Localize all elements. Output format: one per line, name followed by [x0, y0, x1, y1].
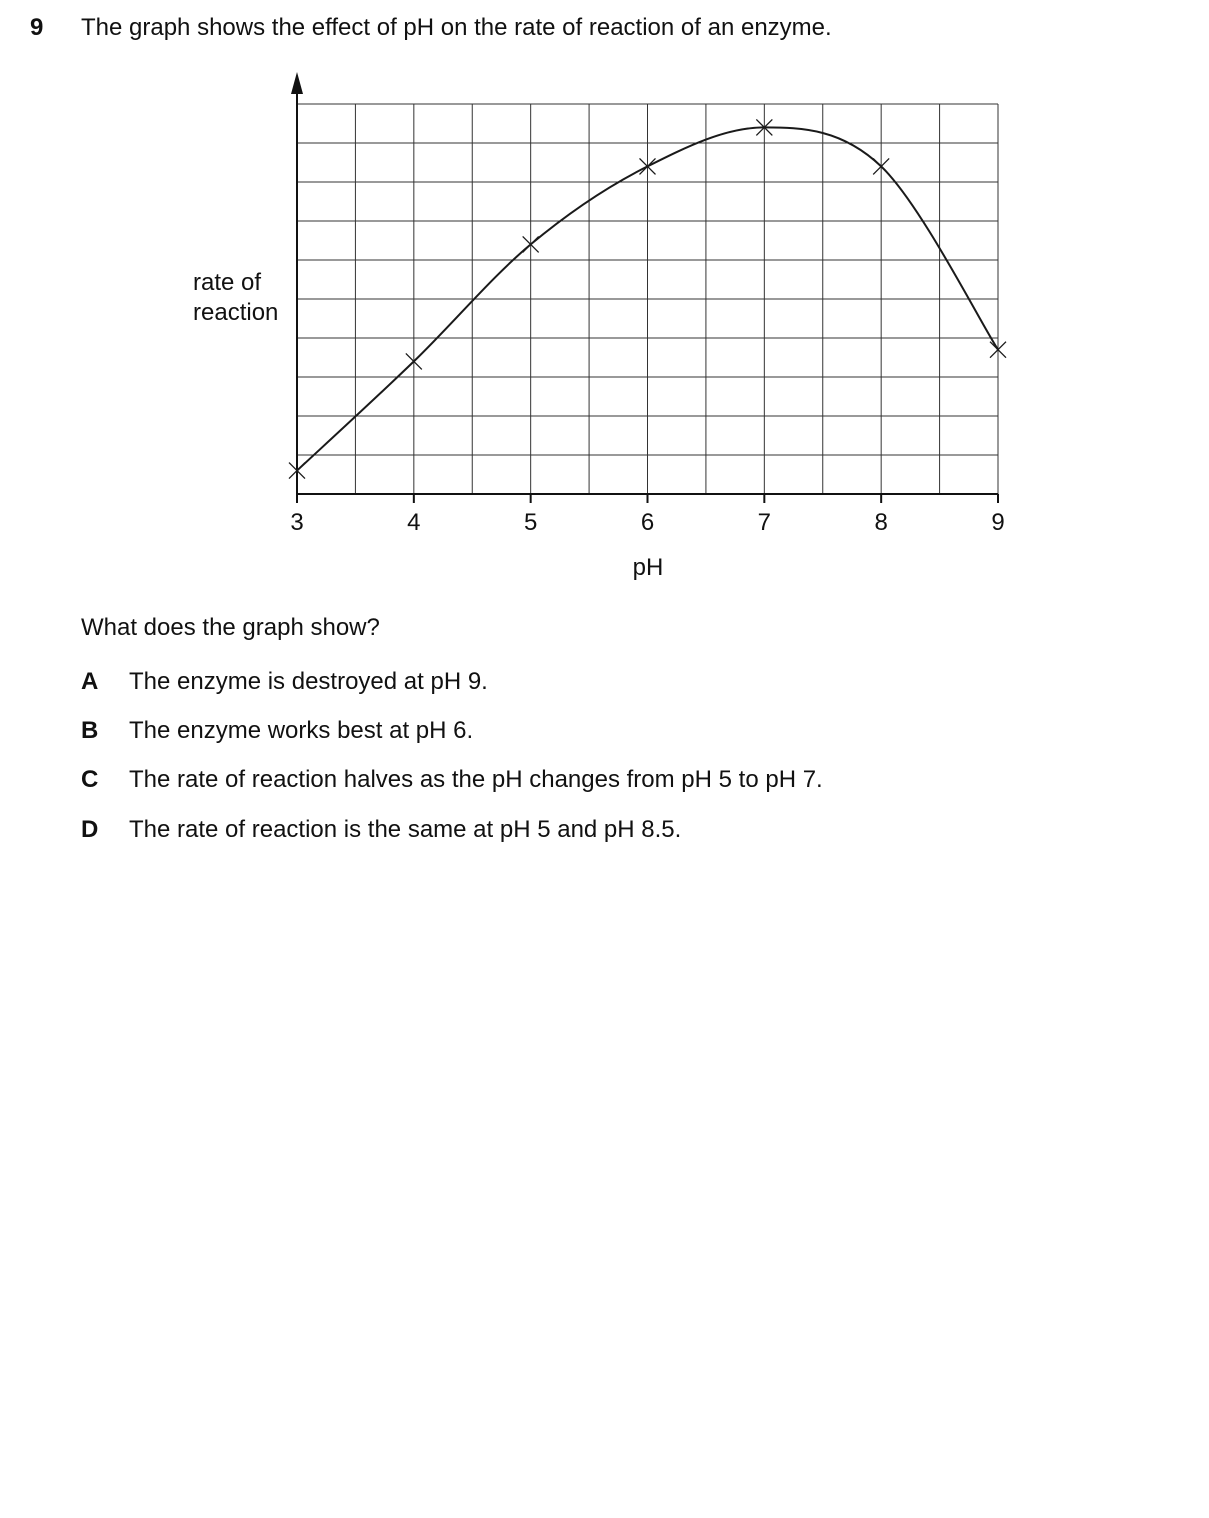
x-tick-label: 5 — [523, 509, 538, 536]
option-letter: B — [81, 717, 99, 744]
question-stem: The graph shows the effect of pH on the rate of reaction of an enzyme. — [81, 14, 832, 41]
option-d[interactable] — [81, 816, 681, 844]
x-axis-label: pH — [632, 554, 664, 581]
chart-axes — [291, 72, 998, 502]
x-tick-label: 4 — [407, 509, 421, 536]
y-axis-label-line-1: rate of — [193, 269, 262, 296]
option-b[interactable] — [81, 717, 473, 745]
option-text: The enzyme works best at pH 6. — [129, 717, 474, 744]
x-tick-label: 9 — [991, 509, 1005, 536]
option-a[interactable] — [81, 668, 488, 696]
option-text: The enzyme is destroyed at pH 9. — [129, 668, 488, 695]
option-letter: A — [81, 668, 99, 695]
question-number: 9 — [30, 14, 44, 41]
option-letter: D — [81, 816, 99, 843]
x-tick-label: 7 — [757, 509, 772, 536]
ph-rate-chart — [0, 0, 1209, 620]
option-text: The rate of reaction is the same at pH 5 and pH 8.5. — [129, 816, 682, 843]
x-tick-label: 3 — [290, 509, 304, 536]
question-prompt: What does the graph show? — [81, 614, 380, 641]
y-axis-arrow — [291, 72, 303, 94]
x-ticks — [290, 494, 1004, 536]
y-axis-label — [193, 268, 278, 328]
option-text: The rate of reaction halves as the pH changes from pH 5 to pH 7. — [129, 766, 823, 793]
y-axis-label-line-2: reaction — [193, 299, 279, 326]
option-letter: C — [81, 766, 99, 793]
x-tick-label: 8 — [874, 509, 888, 536]
option-c[interactable] — [81, 766, 823, 794]
chart-grid — [297, 104, 998, 494]
x-tick-label: 6 — [640, 509, 655, 536]
